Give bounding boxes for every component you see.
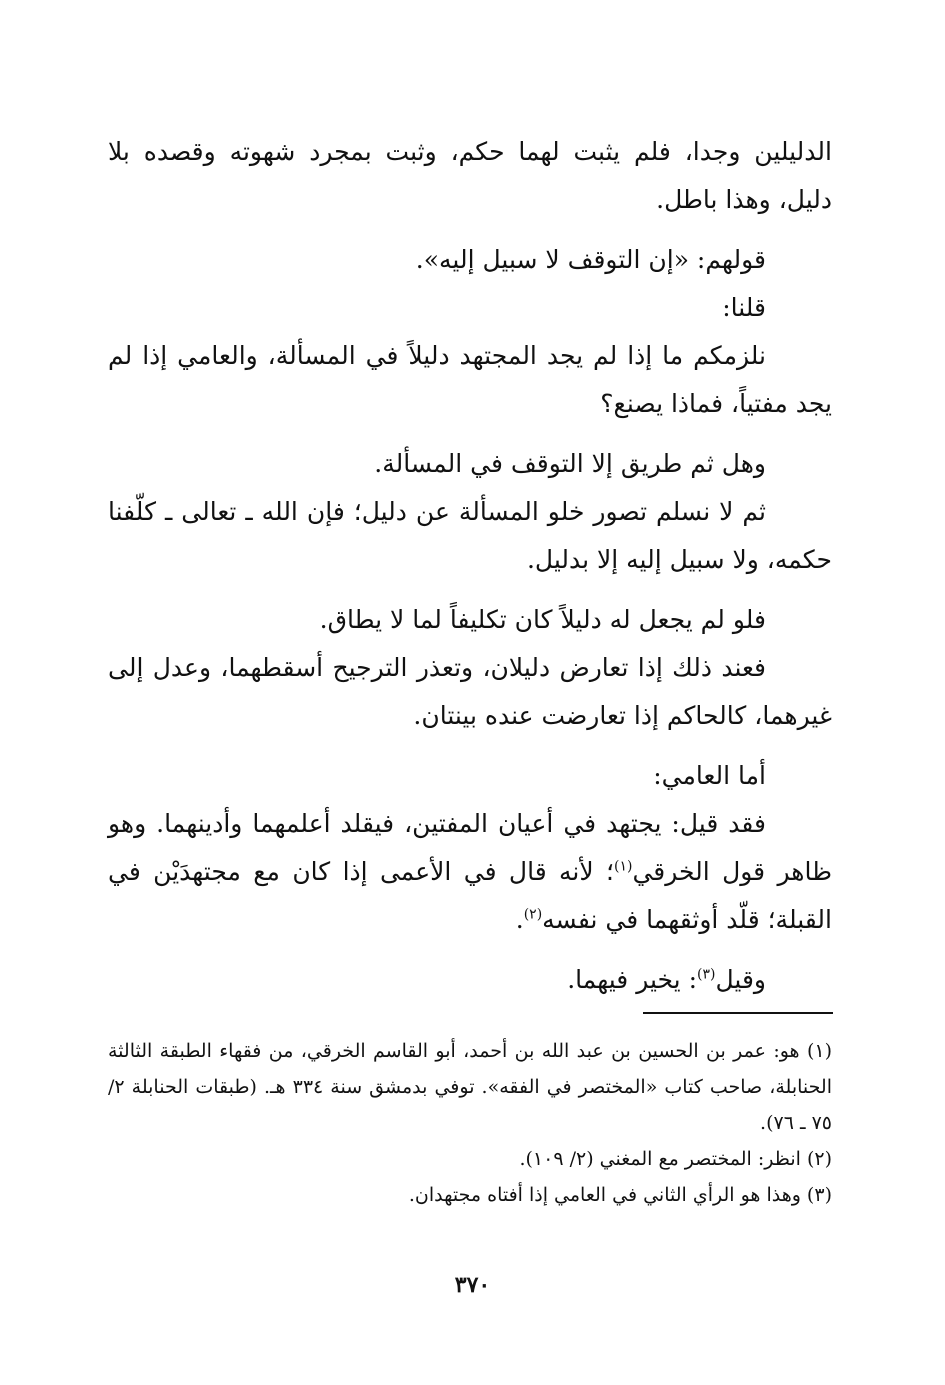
page-number: ٣٧٠ <box>454 1272 491 1298</box>
paragraph-3: قلنا: <box>722 293 766 322</box>
footnote-1: (١) هو: عمر بن الحسين بن عبد الله بن أحمد، أبو القاسم الخرقي، من فقهاء الطبقة الثالثة الحنابلة، صاحب كتاب «المختصر في الفقه». توفي بدمشق سنة ٣٣٤ هـ. (طبقات الحنابلة ٢/ ٧٥ ـ ٧٦). <box>108 1040 832 1134</box>
paragraph-9: أما العامي: <box>653 761 766 790</box>
paragraph-10 <box>108 800 832 944</box>
paragraph-10-text-c: . <box>515 905 524 934</box>
footnote-3: (٣) وهذا هو الرأي الثاني في العامي إذا أفتاه مجتهدان. <box>408 1184 832 1206</box>
paragraph-7: فلو لم يجعل له دليلاً كان تكليفاً لما لا يطاق. <box>319 605 766 634</box>
paragraph-8: فعند ذلك إذا تعارض دليلان، وتعذر الترجيح أسقطهما، وعدل إلى غيرهما، كالحاكم إذا تعارضت عنده بينتان. <box>108 653 832 730</box>
footnote-ref-1[interactable]: (١) <box>613 858 633 875</box>
paragraph-2: قولهم: «إن التوقف لا سبيل إليه». <box>415 245 766 274</box>
paragraph-6: ثم لا نسلم تصور خلو المسألة عن دليل؛ فإن الله ـ تعالى ـ كلّفنا حكمه، ولا سبيل إليه إلا بدليل. <box>108 497 832 574</box>
footnote-2: (٢) انظر: المختصر مع المغني (٢/ ١٠٩). <box>519 1148 832 1170</box>
paragraph-11 <box>108 956 832 1004</box>
main-text <box>108 128 832 1004</box>
paragraph-5: وهل ثم طريق إلا التوقف في المسألة. <box>374 449 766 478</box>
paragraph-1: الدليلين وجدا، فلم يثبت لهما حكم، وثبت بمجرد شهوته وقصده بلا دليل، وهذا باطل. <box>108 137 832 214</box>
footnote-ref-2[interactable]: (٢) <box>523 906 543 923</box>
paragraph-10-text-a: فقد قيل: يجتهد في أعيان المفتين، فيقلد أعلمهما وأدينهما. وهو ظاهر قول الخرقي <box>108 809 832 886</box>
paragraph-11-text-b: : يخير فيهما. <box>567 965 698 994</box>
paragraph-10-text-b: ؛ لأنه قال في الأعمى إذا كان مع مجتهدَيْن في القبلة؛ قلّد أوثقهما في نفسه <box>108 857 832 934</box>
footnote-ref-3[interactable]: (٣) <box>697 966 716 983</box>
footnote-divider <box>643 1012 833 1014</box>
footnotes <box>108 1033 832 1213</box>
paragraph-4: نلزمكم ما إذا لم يجد المجتهد دليلاً في المسألة، والعامي إذا لم يجد مفتياً، فماذا يصنع؟ <box>108 341 832 418</box>
paragraph-11-text-a: وقيل <box>715 965 766 994</box>
